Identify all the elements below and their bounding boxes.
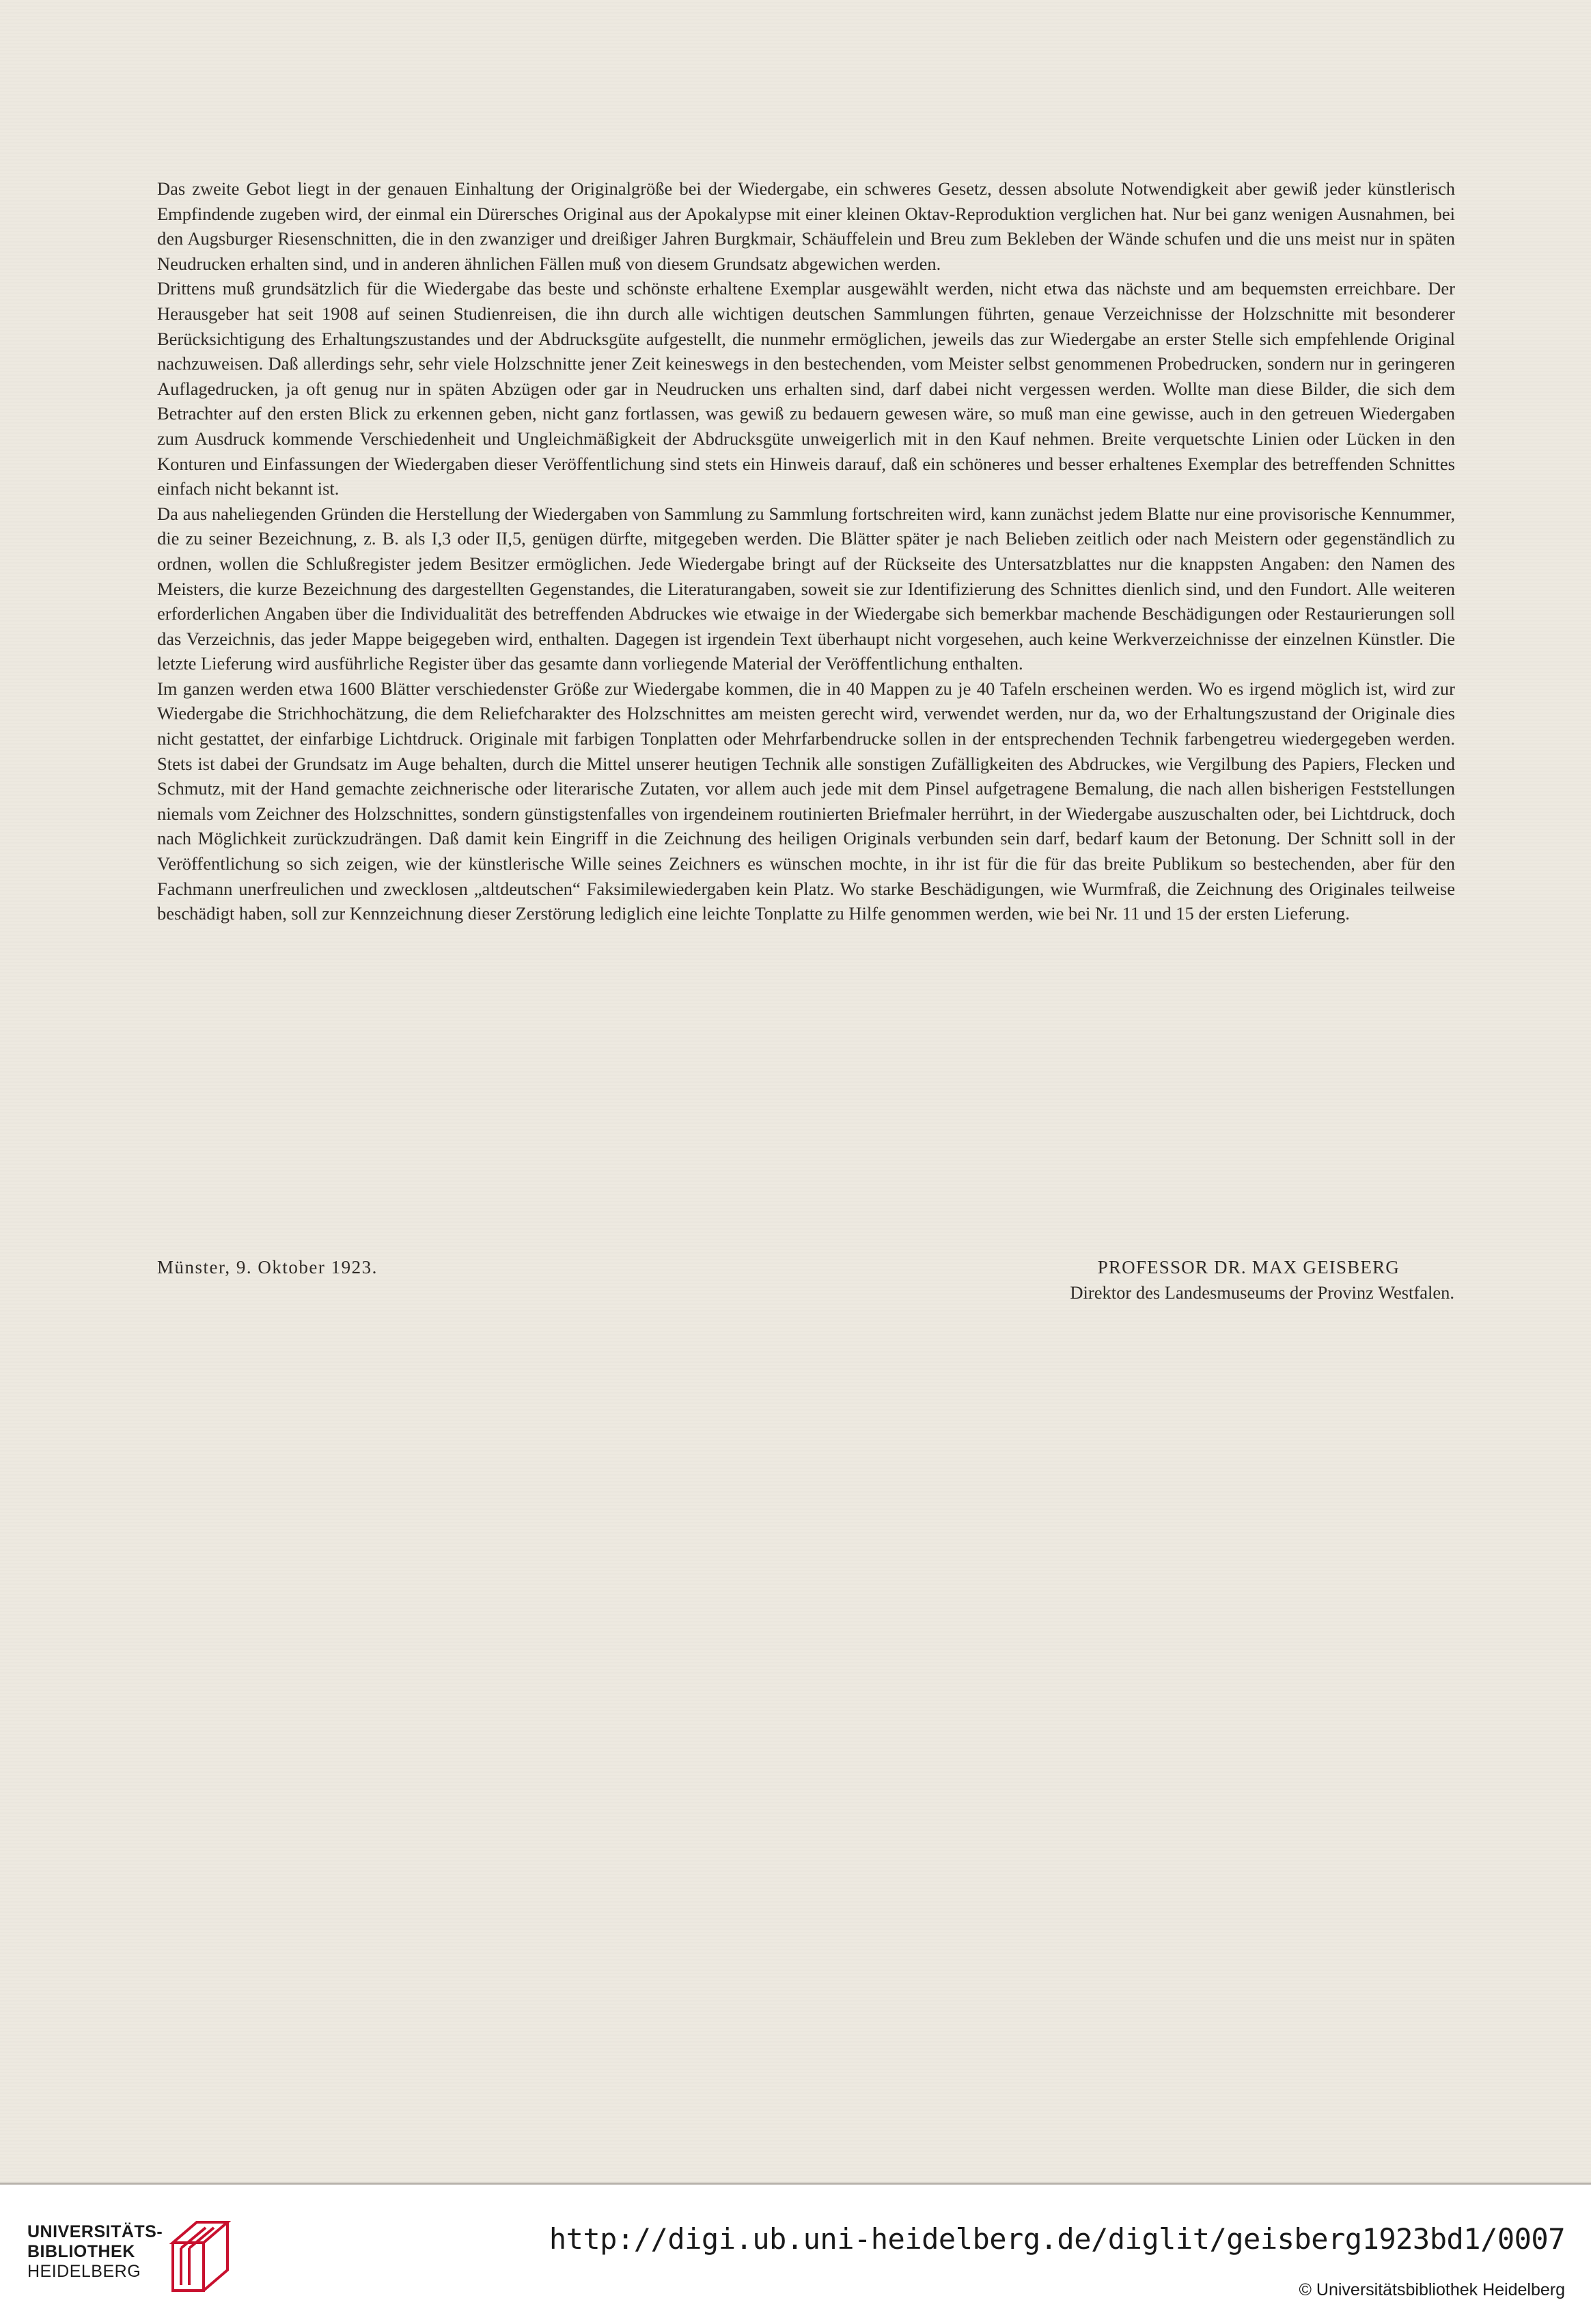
paragraph: Drittens muß grundsätzlich für die Wiedergabe das beste und schönste erhaltene Exemplar ausgewählt werden, nicht etwa das nächste und am bequemsten erreichbare. Der Herausgeber hat seit 1908 auf seinen Studienreisen, die ihn durch alle wichtigen deutschen Sammlungen führten, genaue Verzeichnisse der Holzschnitte mit besonderer Berücksichtigung des Erhaltungszustandes und der Abdrucksgüte aufgestellt, die nunmehr ermöglichen, jeweils das zur Wiedergabe an erster Stelle sich empfehlende Original nachzuweisen. Daß allerdings sehr, sehr viele Holzschnitte jener Zeit keineswegs in den bestechenden, vom Meister selbst genommenen Probedrucken, sondern nur in geringeren Auflagedrucken, ja oft genug nur in späten Abzügen oder gar in Neudrucken uns erhalten sind, darf dabei nicht vergessen werden. Wollte man diese Bilder, die sich dem Betrachter auf den ersten Blick zu erkennen geben, nicht ganz fortlassen, was gewiß zu bedauern gewesen wäre, so muß man eine gewisse, auch in den getreuen Wiedergaben zum Ausdruck kommende Verschiedenheit und Ungleichmäßigkeit der Abdrucksgüte unweigerlich mit in den Kauf nehmen. Breite verquetschte Linien oder Lücken in den Konturen und Einfassungen der Wiedergaben dieser Veröffentlichung sind stets ein Hinweis darauf, daß ein schöneres und besser erhaltenes Exemplar des betreffenden Schnittes einfach nicht bekannt ist. <box>157 278 1455 499</box>
logo-line: BIBLIOTHEK <box>27 2242 135 2261</box>
logo-line: UNIVERSITÄTS- <box>27 2222 163 2241</box>
page-url[interactable]: http://digi.ub.uni-heidelberg.de/diglit/geisberg1923bd1/0007 <box>549 2222 1565 2256</box>
viewer-footer <box>0 2183 1591 2324</box>
place-date: Münster, 9. Oktober 1923. <box>157 1257 378 1277</box>
logo-line: HEIDELBERG <box>27 2262 141 2281</box>
library-emblem-icon <box>166 2215 234 2297</box>
copyright-notice: © Universitätsbibliothek Heidelberg <box>1299 2280 1565 2299</box>
paragraph: Da aus naheliegenden Gründen die Herstellung der Wiedergaben von Sammlung zu Sammlung fortschreiten wird, kann zunächst jedem Blatte nur eine provisorische Kennummer, die zu seiner Bezeichnung, z. B. als I,3 oder II,5, genügen dürfte, mitgegeben werden. Die Blätter später je nach Belieben zeitlich oder nach Meistern oder gegenständlich zu ordnen, wollen die Schlußregister jedem Besitzer ermöglichen. Jede Wiedergabe bringt auf der Rückseite des Untersatzblattes nur die knappsten Angaben: den Namen des Meisters, die kurze Bezeichnung des dargestellten Gegenstandes, die Literaturangaben, soweit sie zur Identifizierung des Schnittes dienlich sind, und den Fundort. Alle weiteren erforderlichen Angaben über die Individualität des betreffenden Abdruckes wie etwaige in der Wiedergabe sich bemerkbar machende Beschädigungen oder Restaurierungen soll das Verzeichnis, das jeder Mappe beigegeben wird, enthalten. Dagegen ist irgendein Text überhaupt nicht vorgesehen, auch keine Werkverzeichnisse der einzelnen Künstler. Die letzte Lieferung wird ausführliche Register über das gesamte dann vorliegende Material der Veröffentlichung enthalten. <box>157 503 1455 674</box>
paragraph: Im ganzen werden etwa 1600 Blätter verschiedenster Größe zur Wiedergabe kommen, die in 40 Mappen zu je 40 Tafeln erscheinen werden. Wo es irgend möglich ist, wird zur Wiedergabe die Strichhochätzung, die dem Reliefcharakter des Holzschnittes am meisten gerecht wird, verwendet werden, nur da, wo der Erhaltungszustand der Originale dies nicht gestattet, der einfarbige Lichtdruck. Originale mit farbigen Tonplatten oder Mehrfarbendrucke sollen in der entsprechenden Technik farbengetreu wiedergegeben werden. Stets ist dabei der Grundsatz im Auge behalten, durch die Mittel unserer heutigen Technik alle sonstigen Zufälligkeiten des Abdruckes, wie Vergilbung des Papiers, Flecken und Schmutz, mit der Hand gemachte zeichnerische oder literarische Zutaten, vor allem auch jede mit dem Pinsel aufgetragene Bemalung, die nach allen bisherigen Feststellungen niemals vom Zeichner des Holzschnittes, sondern günstigstenfalles von irgendeinem routinierten Briefmaler herrührt, in der Wiedergabe auszuschalten oder, bei Lichtdruck, doch nach Möglichkeit zurückzudrängen. Daß damit kein Eingriff in die Zeichnung des heiligen Originals verbunden sein darf, bedarf kaum der Betonung. Der Schnitt soll in der Veröffentlichung so sich zeigen, wie der künstlerische Wille seines Zeichners es wünschen mochte, in ihr ist für die für das breite Publikum so bestechenden, aber für den Fachmann unerfreulichen und zwecklosen „altdeutschen“ Faksimilewiedergaben kein Platz. Wo starke Beschädigungen, wie Wurmfraß, die Zeichnung des Originales teilweise beschädigt haben, soll zur Kennzeichnung dieser Zerstörung lediglich eine leichte Tonplatte zu Hilfe genommen werden, wie bei Nr. 11 und 15 der ersten Lieferung. <box>157 678 1455 924</box>
signature-name: PROFESSOR DR. MAX GEISBERG <box>1097 1257 1400 1277</box>
body-text <box>157 176 1455 926</box>
paragraph: Das zweite Gebot liegt in der genauen Einhaltung der Originalgröße bei der Wiedergabe, ein schweres Gesetz, dessen absolute Notwendigkeit aber gewiß jeder künstlerisch Empfindende zugeben wird, der einmal ein Dürersches Original aus der Apokalypse mit einer kleinen Oktav-Reproduktion verglichen hat. Nur bei ganz wenigen Ausnahmen, bei den Augsburger Riesenschnitten, die in den zwanziger und dreißiger Jahren Burgkmair, Schäuffelein und Breu zum Bekleben der Wände schufen und die uns meist nur in späten Neudrucken erhalten sind, und in anderen ähnlichen Fällen muß von diesem Grundsatz abgewichen werden. <box>157 178 1455 274</box>
signature-title: Direktor des Landesmuseums der Provinz Westfalen. <box>1070 1282 1454 1303</box>
signature-block <box>1070 1257 1454 1303</box>
